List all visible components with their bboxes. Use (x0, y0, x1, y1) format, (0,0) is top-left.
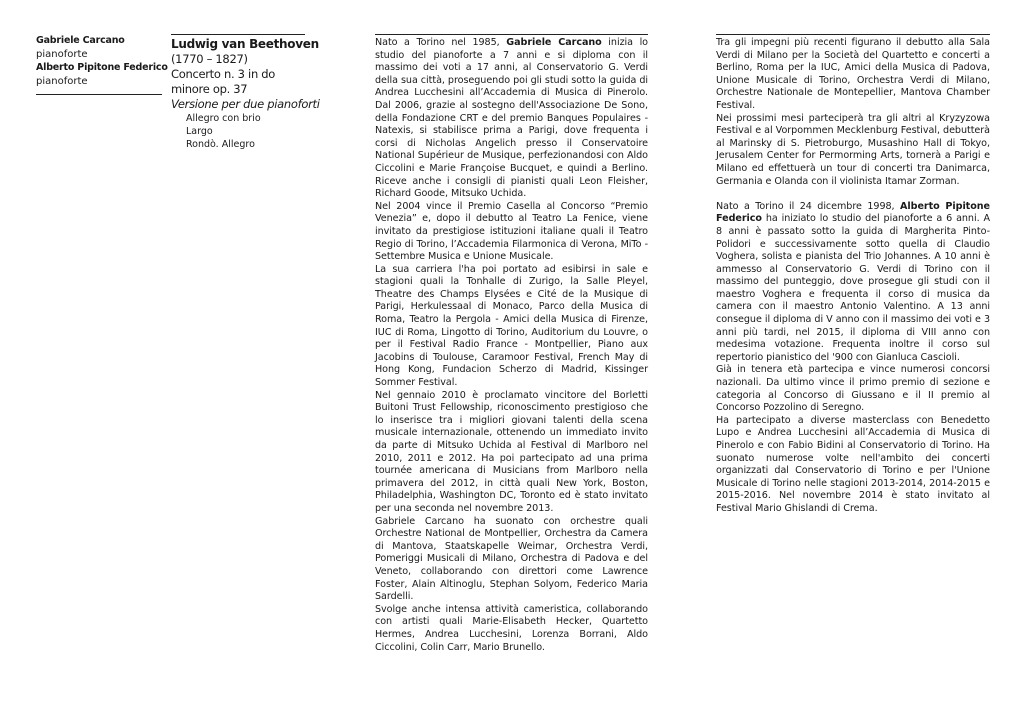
performer-1-name: Gabriele Carcano (36, 35, 125, 46)
program-block (171, 34, 320, 151)
bio2-top-divider (716, 34, 990, 35)
pipitone-bio-paragraph: Ha partecipato a diverse masterclass con Benedetto Lupo e Andrea Lucchesini all’Accademia di Musica di Pinerolo e con Fabio Bidini al Conservatorio di Torino. Ha suonato numerose volte nell'ambito dei concerti organizzati dal Conservatorio di Torino e per l'Unione Musicale di Torino nelle stagioni 2013-2014, 2014-2015 e 2015-2016. Nel novembre 2014 è stato invitato al Festival Mario Ghislandi di Crema. (716, 414, 990, 514)
carcano-intro-prefix: Nato a Torino nel 1985, (375, 37, 507, 48)
performer-2-instrument: pianoforte (36, 75, 88, 87)
pipitone-intro-name: Alberto Pipitone Federico (716, 200, 990, 225)
composer-dates: (1770 – 1827) (171, 52, 248, 66)
work-version: Versione per due pianoforti (171, 97, 320, 111)
carcano-biography (375, 34, 648, 654)
section-gap (716, 188, 990, 201)
carcano-bio-paragraph: Gabriele Carcano ha suonato con orchestre quali Orchestre National de Montpellier, Orchestra da Camera di Mantova, Staatskapelle Weimar, Orchestra Verdi, Pomeriggi Musicali di Milano, Orchestra di Padova e del Veneto, collaborando con direttori come Lawrence Foster, Alain Altinoglu, Stephan Solyom, Federico Maria Sardelli. (375, 515, 648, 603)
carcano-bio-paragraph: Nel 2004 vince il Premio Casella al Concorso “Premio Venezia” e, dopo il debutto al Teatro La Fenice, viene invitato da prestigiose istituzioni italiane quali il Teatro Regio di Torino, l’Accademia Filarmonica di Verona, MiTo - Settembre Musica e Unione Musicale. (375, 200, 648, 263)
bio1-top-divider (375, 34, 648, 35)
work-title-line-2: minore op. 37 (171, 82, 248, 96)
performer-1-instrument: pianoforte (36, 48, 88, 60)
movement-1: Allegro con brio (186, 113, 261, 124)
work-title-line-1: Concerto n. 3 in do (171, 67, 276, 81)
carcano-intro-name: Gabriele Carcano (506, 37, 602, 48)
carcano-bio-paragraph: Svolge anche intensa attività cameristica, collaborando con artisti quali Marie-Elisabeth Hecker, Quartetto Hermes, Andrea Lucchesini, Lorenza Borrani, Aldo Ciccolini, Colin Carr, Mario Brunello. (375, 603, 648, 653)
pipitone-intro-prefix: Nato a Torino il 24 dicembre 1998, (716, 200, 901, 212)
pipitone-bio-intro (716, 201, 990, 365)
carcano-bio-paragraph: La sua carriera l'ha poi portato ad esibirsi in sale e stagioni quali la Tonhalle di Zurigo, la Salle Pleyel, Theatre des Champs Elysées e Cité de la Musique di Parigi, Herkulessaal di Monaco, Parco della Musica di Roma, Teatro la Pergola - Amici della Musica di Firenze, IUC di Roma, Lingotto di Torino, Auditorium du Louvre, o per il Festival Radio France - Montpellier, Piano aux Jacobins di Toulouse, Caramoor Festival, French May di Hong Kong, Fundacion Scherzo di Madrid, Kissinger Sommer Festival. (375, 263, 648, 389)
right-biography-column (716, 34, 990, 516)
performers-divider (36, 94, 162, 95)
carcano-intro-rest: inizia lo studio del pianoforte a 7 anni e si diploma con il massimo dei voti a 17 anni, al Conservatorio G. Verdi della sua città, proseguendo poi gli studi sotto la guida di Andrea Lucchesini all’Accademia di Musica di Pinerolo. Dal 2006, grazie al sostegno dell'Associazione De Sono, della Fondazione CRT e del premio Banques Populaires - Natexis, si stabilisce prima a Parigi, dove frequenta i corsi di Nicholas Angelich presso il Conservatoire National Supérieur de Musique, perfezionandosi con Aldo Ciccolini e Marie Françoise Bucquet, e quindi a Berlino. Riceve anche i consigli di pianisti quali Leon Fleisher, Richard Goode, Mitsuko Uchida. (375, 37, 649, 200)
composer-name: Ludwig van Beethoven (171, 37, 319, 51)
performer-2-name: Alberto Pipitone Federico (36, 62, 168, 73)
performers-block (36, 34, 168, 95)
movement-3: Rondò. Allegro (186, 139, 255, 150)
movement-2: Largo (186, 126, 213, 137)
carcano-bio-continued: Nei prossimi mesi parteciperà tra gli altri al Kryzyzowa Festival e al Vorpommen Mecklenburg Festival, debutterà al Marinsky di S. Pietroburgo, Musashino Hall di Tokyo, Jerusalem Center for Permorming Arts, tornerà a Parigi e Milano ed effettuerà un tour di concerti tra Danimarca, Germania e Olanda con il violinista Itamar Zorman. (716, 112, 990, 187)
pipitone-bio-paragraph: Già in tenera età partecipa e vince numerosi concorsi nazionali. Da ultimo vince il primo premio di sezione e categoria al Concorso di Giussano e il II premio al Concorso Pozzolino di Seregno. (716, 364, 990, 414)
carcano-bio-intro (375, 37, 648, 201)
carcano-bio-continued: Tra gli impegni più recenti figurano il debutto alla Sala Verdi di Milano per la Società del Quartetto e concerti a Berlino, Roma per la IUC, Amici della Musica di Padova, Unione Musicale di Torino, Orchestra Verdi di Milano, Orchestre Nationale de Montepellier, Mantova Chamber Festival. (716, 37, 990, 111)
pipitone-intro-rest: ha iniziato lo studio del pianoforte a 6 anni. A 8 anni è passato sotto la guida di Margherita Pinto-Polidori e successivamente sotto quella di Claudio Voghera, solista e pianista del Trio Johannes. A 10 anni è ammesso al Conservatorio G. Verdi di Torino con il massimo del punteggio, dove prosegue gli studi con il maestro Voghera e frequenta il corso di musica da camera con il maestro Antonio Valentino. A 13 anni consegue il diploma di V anno con il massimo dei voti e 3 anni più tardi, nel 2015, il diploma di VIII anno con medesima votazione. Frequenta inoltre il corso sul repertorio pianistico del '900 con Gianluca Cascioli. (716, 213, 990, 363)
program-top-divider (171, 34, 305, 35)
carcano-bio-paragraph: Nel gennaio 2010 è proclamato vincitore del Borletti Buitoni Trust Fellowship, riconoscimento prestigioso che lo inserisce tra i migliori giovani talenti della scena musicale internazionale, ottenendo un immediato invito da parte di Mitsuko Uchida al Festival di Marlboro nel 2010, 2011 e 2012. Ha poi partecipato ad una prima tournée americana di Musicians from Marlboro nella primavera del 2012, in città quali New York, Boston, Philadelphia, Washington DC, Toronto ed è stato invitato per una seconda nel novembre 2013. (375, 389, 648, 514)
